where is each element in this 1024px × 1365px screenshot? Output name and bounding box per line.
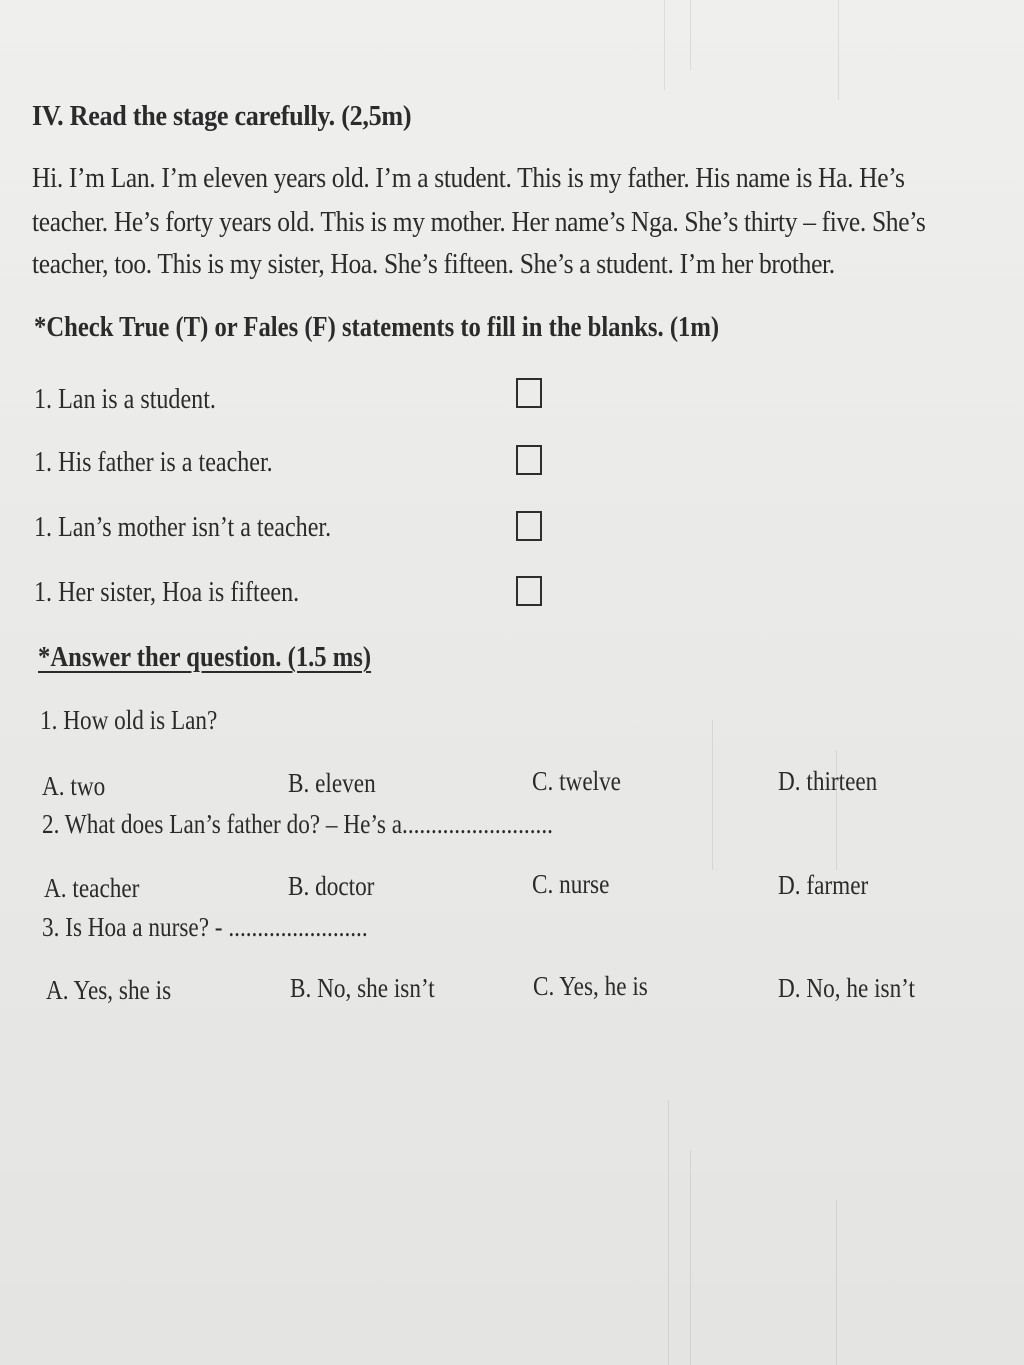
answer-checkbox[interactable] <box>516 576 542 606</box>
section-title: IV. Read the stage carefully. (2,5m) <box>32 100 412 132</box>
question-text: 3. Is Hoa a nurse? - ........................ <box>42 912 368 942</box>
option-c[interactable]: C. Yes, he is <box>533 971 648 1001</box>
option-b[interactable]: B. No, she isn’t <box>290 973 435 1003</box>
question-text: 1. How old is Lan? <box>40 705 218 735</box>
statement-item: 1. Lan’s mother isn’t a teacher. <box>34 512 332 543</box>
scan-artifact <box>664 0 665 90</box>
option-c[interactable]: C. nurse <box>532 869 610 899</box>
option-a[interactable]: A. Yes, she is <box>46 975 172 1005</box>
scan-artifact <box>668 1100 669 1365</box>
scan-artifact <box>838 0 839 100</box>
option-d[interactable]: D. farmer <box>778 870 869 900</box>
passage-line: Hi. I’m Lan. I’m eleven years old. I’m a student. This is my father. His name is Ha. He’s <box>32 162 905 194</box>
question-text: 2. What does Lan’s father do? – He’s a.......................... <box>42 809 553 839</box>
statement-item: 1. Lan is a student. <box>34 384 216 415</box>
option-a[interactable]: A. two <box>42 771 106 801</box>
option-d[interactable]: D. thirteen <box>778 766 878 796</box>
scan-artifact <box>690 0 691 70</box>
option-b[interactable]: B. doctor <box>288 871 375 901</box>
option-b[interactable]: B. eleven <box>288 768 376 798</box>
statement-item: 1. Her sister, Hoa is fifteen. <box>34 577 300 608</box>
answer-heading: *Answer ther question. (1.5 ms) <box>38 642 372 673</box>
option-d[interactable]: D. No, he isn’t <box>778 973 915 1003</box>
answer-checkbox[interactable] <box>516 511 542 541</box>
passage-line: teacher. He’s forty years old. This is my mother. Her name’s Nga. She’s thirty – five. She’s <box>32 206 926 238</box>
answer-checkbox[interactable] <box>516 378 542 408</box>
scan-artifact <box>712 720 713 870</box>
scan-artifact <box>836 1200 837 1365</box>
passage-line: teacher, too. This is my sister, Hoa. She’s fifteen. She’s a student. I’m her brother. <box>32 248 835 280</box>
statement-item: 1. His father is a teacher. <box>34 447 273 478</box>
option-c[interactable]: C. twelve <box>532 766 621 796</box>
true-false-heading: *Check True (T) or Fales (F) statements to fill in the blanks. (1m) <box>34 312 720 343</box>
answer-checkbox[interactable] <box>516 445 542 475</box>
scan-artifact <box>690 1150 691 1365</box>
option-a[interactable]: A. teacher <box>44 873 140 903</box>
